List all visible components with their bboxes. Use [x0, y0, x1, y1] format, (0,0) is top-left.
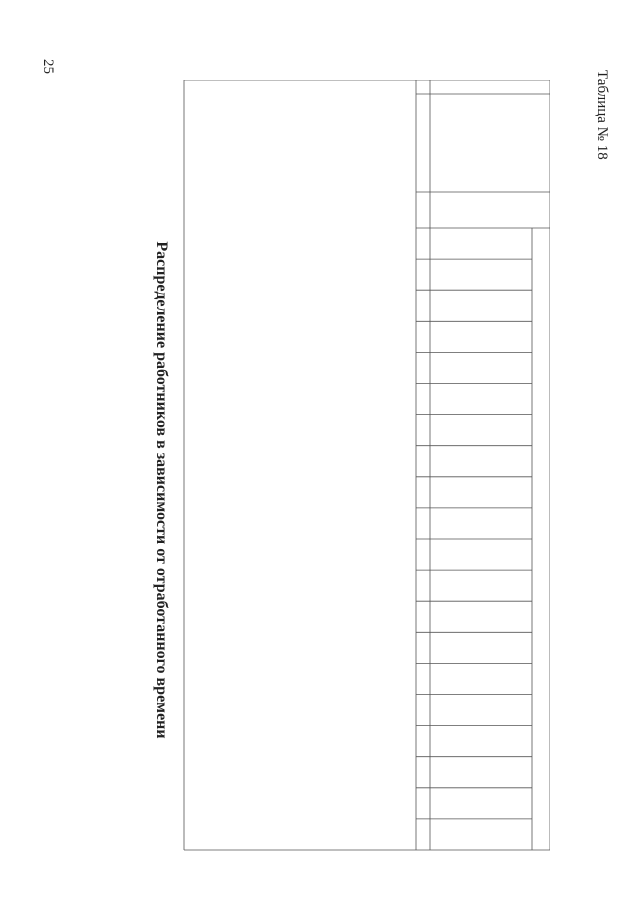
column-number — [416, 192, 430, 228]
column-number — [416, 384, 430, 415]
cell-value — [206, 819, 220, 850]
cell-value — [378, 477, 392, 508]
cell-value — [206, 290, 220, 321]
cell-value — [332, 415, 346, 446]
cell-value — [282, 446, 296, 477]
header-bin — [430, 632, 532, 663]
cell-value — [282, 757, 296, 788]
cell-value — [282, 508, 296, 539]
column-number — [416, 663, 430, 694]
row-number — [332, 80, 346, 94]
cell-value — [332, 352, 346, 383]
column-number — [416, 632, 430, 663]
cell-value — [378, 601, 392, 632]
cell-value — [378, 632, 392, 663]
cell-value — [206, 321, 220, 352]
cell-value — [332, 192, 346, 228]
cell-value — [206, 446, 220, 477]
cell-value — [206, 539, 220, 570]
cell-value — [332, 259, 346, 290]
column-number — [416, 94, 430, 192]
header-bin — [430, 508, 532, 539]
column-number — [416, 80, 430, 94]
cell-value — [282, 228, 296, 259]
cell-value — [378, 192, 392, 228]
cell-value — [282, 352, 296, 383]
cell-value — [378, 321, 392, 352]
cell-value — [282, 259, 296, 290]
cell-value — [206, 601, 220, 632]
cell-value — [378, 508, 392, 539]
cell-value — [282, 192, 296, 228]
cell-value — [332, 477, 346, 508]
column-number — [416, 726, 430, 757]
header-bin — [430, 259, 532, 290]
cell-value — [282, 601, 296, 632]
table-title: Распределение работников в зависимости от отработанного времени — [153, 241, 170, 739]
cell-value — [282, 663, 296, 694]
distribution-table — [184, 80, 550, 850]
row-number — [206, 80, 220, 94]
cell-value — [206, 788, 220, 819]
cell-value — [332, 570, 346, 601]
cell-value — [378, 663, 392, 694]
header-bin — [430, 601, 532, 632]
cell-value — [206, 477, 220, 508]
cell-value — [206, 632, 220, 663]
header-bin — [430, 477, 532, 508]
cell-value — [332, 539, 346, 570]
cell-value — [282, 819, 296, 850]
section-label — [224, 80, 244, 850]
row-number — [378, 80, 392, 94]
header-bin — [430, 819, 532, 850]
column-number — [416, 539, 430, 570]
column-number — [416, 290, 430, 321]
column-number — [416, 352, 430, 383]
cell-value — [282, 695, 296, 726]
header-bin — [430, 321, 532, 352]
cell-value — [282, 632, 296, 663]
column-number — [416, 570, 430, 601]
cell-value — [206, 384, 220, 415]
cell-value — [332, 695, 346, 726]
header-bin — [430, 695, 532, 726]
cell-value — [332, 290, 346, 321]
column-number — [416, 788, 430, 819]
cell-value — [206, 663, 220, 694]
cell-value — [332, 384, 346, 415]
cell-value — [332, 663, 346, 694]
header-bin — [430, 788, 532, 819]
cell-value — [332, 788, 346, 819]
cell-value — [332, 601, 346, 632]
header-bin — [430, 570, 532, 601]
cell-value — [378, 726, 392, 757]
header-bin — [430, 384, 532, 415]
cell-value — [206, 259, 220, 290]
cell-value — [378, 228, 392, 259]
header-bin — [430, 415, 532, 446]
row-category — [352, 98, 392, 190]
cell-value — [378, 570, 392, 601]
column-number — [416, 601, 430, 632]
cell-value — [206, 726, 220, 757]
cell-value — [282, 726, 296, 757]
column-number — [416, 228, 430, 259]
section-label — [396, 80, 416, 850]
cell-value — [378, 415, 392, 446]
header-bin — [430, 539, 532, 570]
header-bin — [430, 290, 532, 321]
cell-value — [282, 321, 296, 352]
cell-value — [206, 228, 220, 259]
page-number: 25 — [40, 59, 56, 74]
column-number — [416, 757, 430, 788]
cell-value — [282, 415, 296, 446]
cell-value — [282, 384, 296, 415]
cell-value — [378, 290, 392, 321]
cell-value — [332, 228, 346, 259]
header-total — [430, 192, 550, 228]
cell-value — [206, 570, 220, 601]
cell-value — [282, 290, 296, 321]
header-bin — [430, 726, 532, 757]
header-category — [430, 94, 550, 192]
cell-value — [332, 632, 346, 663]
cell-value — [282, 788, 296, 819]
cell-value — [378, 757, 392, 788]
header-bin — [430, 228, 532, 259]
cell-value — [206, 352, 220, 383]
cell-value — [282, 570, 296, 601]
cell-value — [332, 726, 346, 757]
rotated-page-content — [0, 50, 640, 880]
cell-value — [206, 192, 220, 228]
row-category — [302, 98, 346, 190]
cell-value — [378, 788, 392, 819]
cell-value — [206, 757, 220, 788]
cell-value — [378, 259, 392, 290]
row-number — [282, 80, 296, 94]
column-number — [416, 819, 430, 850]
cell-value — [378, 695, 392, 726]
column-number — [416, 259, 430, 290]
cell-value — [206, 508, 220, 539]
column-number — [416, 415, 430, 446]
column-number — [416, 695, 430, 726]
column-number — [416, 508, 430, 539]
row-category — [186, 98, 220, 190]
cell-value — [332, 446, 346, 477]
cell-value — [332, 321, 346, 352]
cell-value — [332, 819, 346, 850]
cell-value — [378, 384, 392, 415]
cell-value — [378, 446, 392, 477]
cell-value — [332, 757, 346, 788]
row-category — [246, 98, 296, 190]
cell-value — [282, 477, 296, 508]
cell-value — [378, 352, 392, 383]
table-label: Таблица № 18 — [594, 70, 610, 160]
cell-value — [282, 539, 296, 570]
column-number — [416, 321, 430, 352]
column-number — [416, 446, 430, 477]
header-bin — [430, 446, 532, 477]
header-bin — [430, 352, 532, 383]
column-number — [416, 477, 430, 508]
header-bin — [430, 757, 532, 788]
cell-value — [378, 539, 392, 570]
cell-value — [378, 819, 392, 850]
header-group — [532, 228, 550, 850]
cell-value — [332, 508, 346, 539]
cell-value — [206, 695, 220, 726]
cell-value — [206, 415, 220, 446]
header-bin — [430, 663, 532, 694]
